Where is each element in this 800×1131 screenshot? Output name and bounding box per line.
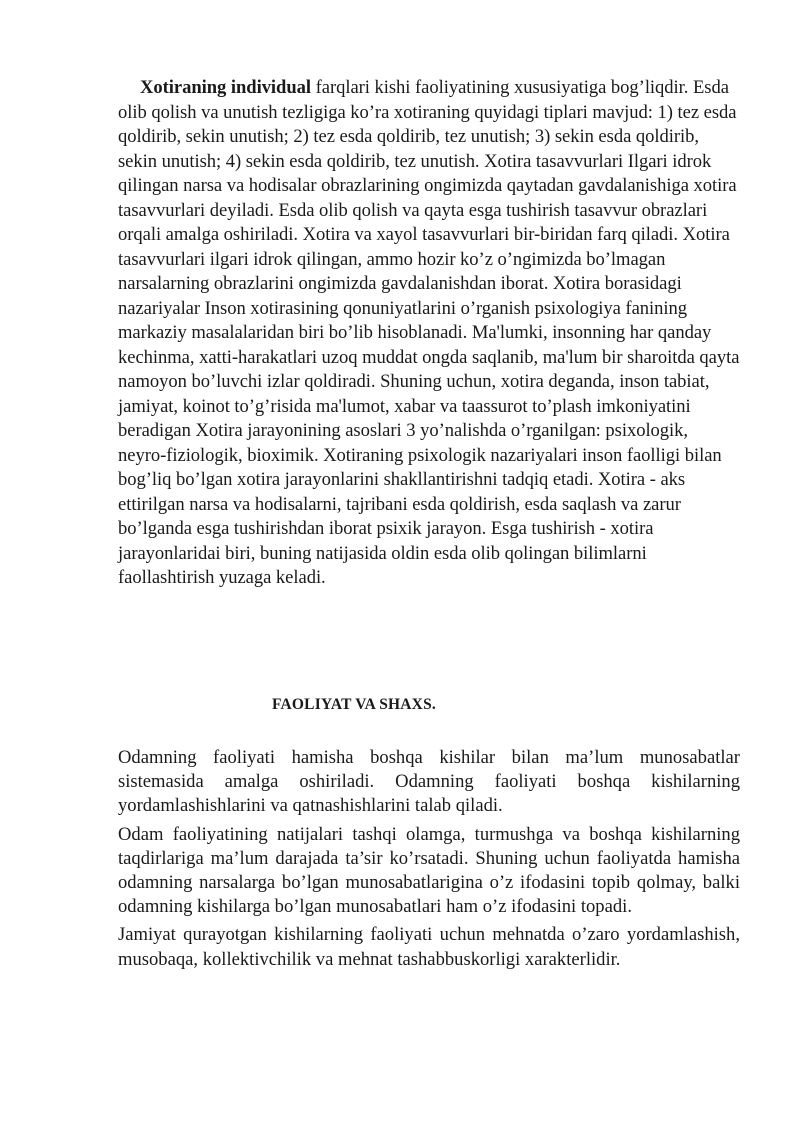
intro-body-text: farqlari kishi faoliyatining xususiyatiga bog’liqdir. Esda olib qolish va unutish tezligiga ko’ra xotiraning quyidagi tiplari mavjud: 1) tez esda qoldirib, sekin unutish; 2) tez esda qoldirib, tez unutish; 3) sekin esda qoldirib, sekin unutish; 4) sekin esda qoldirib, tez unutish. Xotira tasavvurlari Ilgari idrok qilingan narsa va hodisalar obrazlarining ongimizda qaytadan gavdalanishiga xotira tasavvurlari deyiladi. Esda olib qolish va qayta esga tushirish tasavvur obrazlari orqali amalga oshiriladi. Xotira va xayol tasavvurlari bir-biridan farq qiladi. Xotira tasavvurlari ilgari idrok qilingan, ammo hozir ko’z o’ngimizda bo’lmagan narsalarning obrazlarini ongimizda gavdalanishdan iborat. Xotira borasidagi nazariyalar Inson xotirasining qonuniyatlarini o’rganish psixologiya fanining markaziy masalalaridan biri bo’lib hisoblanadi. Ma'lumki, insonning har qanday kechinma, xatti-harakatlari uzoq muddat ongda saqlanib, ma'lum bir sharoitda qayta namoyon bo’luvchi izlar qoldiradi. Shuning uchun, xotira deganda, inson tabiat, jamiyat, koinot to’g’risida ma'lumot, xabar va taassurot to’plash imkoniyatini beradigan Xotira jarayonining asoslari 3 yo’nalishda o’rganilgan: psixologik, neyro-fiziologik, bioximik. Xotiraning psixologik nazariyalari inson faolligi bilan bog’liq bo’lgan xotira jarayonlarini shakllantirishni tadqiq etadi. Xotira - aks ettirilgan narsa va hodisalarni, tajribani esda qoldirish, esda saqlash va zarur bo’lganda esga tushirishdan iborat psixik jarayon. Esga tushirish - xotira jarayonlaridai biri, buning natijasida oldin esda olib qolingan bilimlarni faollashtirish yuzaga keladi. xyxy=(118,77,740,588)
section-heading: FAOLIYAT VA SHAXS. xyxy=(272,696,436,713)
document-page xyxy=(118,76,740,970)
activity-paragraph-1: Odamning faoliyati hamisha boshqa kishilar bilan ma’lum munosabatlar sistemasida amalga oshiriladi. Odamning faoliyati boshqa kishilarning yordamlashishlarini va qatnashishlarini talab qiladi. xyxy=(118,747,740,817)
intro-bold-text: Xotiraning individual xyxy=(140,77,311,98)
activity-paragraph-2: Odam faoliyatining natijalari tashqi olamga, turmushga va boshqa kishilarning taqdirlariga ma’lum darajada ta’sir ko’rsatadi. Shuning uchun faoliyatda hamisha odamning narsalarga bo’lgan munosabatlarigina o’z ifodasini topib qolmay, balki odamning kishilarga bo’lgan munosabatlari ham o’z ifodasini topadi. xyxy=(118,823,740,918)
activity-section xyxy=(118,746,740,976)
activity-paragraph-3: Jamiyat qurayotgan kishilarning faoliyati uchun mehnatda o’zaro yordamlashish, musobaqa, kollektivchilik va mehnat tashabbuskorligi xarakterlidir. xyxy=(118,924,740,970)
memory-paragraph xyxy=(118,76,740,591)
